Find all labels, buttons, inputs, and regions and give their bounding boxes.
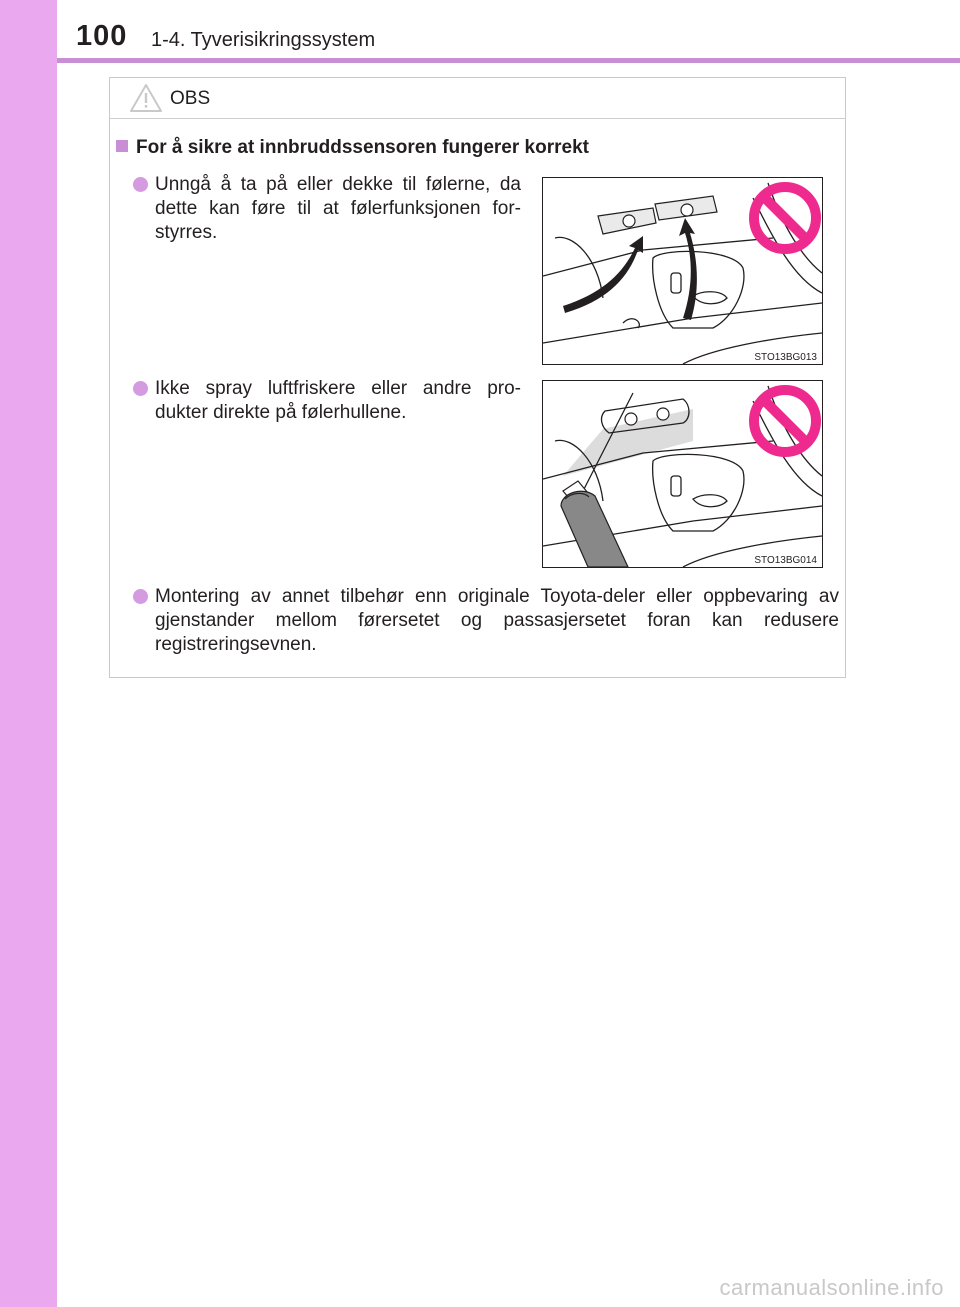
sensor-touch-illustration <box>542 177 823 365</box>
list-item-text: Unngå å ta på eller dekke til følerne, da dette kan føre til at følerfunksjonen for-styrres. <box>155 174 521 243</box>
illustration-code: STO13BG014 <box>754 555 817 566</box>
watermark: carmanualsonline.info <box>719 1275 944 1300</box>
page-number: 100 <box>76 20 128 52</box>
bullet-dot-icon <box>133 381 148 396</box>
bullet-dot-icon <box>133 177 148 192</box>
overhead-console-spray-drawing <box>543 381 822 567</box>
warning-triangle-icon <box>129 83 163 113</box>
list-item <box>155 585 839 657</box>
caution-label: OBS <box>170 88 211 109</box>
caution-box <box>109 77 846 678</box>
list-item <box>155 173 521 245</box>
caution-header <box>110 78 845 119</box>
illustration-code: STO13BG013 <box>754 352 817 363</box>
caution-subheading <box>116 137 589 159</box>
square-bullet-icon <box>116 140 128 152</box>
spray-illustration <box>542 380 823 568</box>
list-item <box>155 377 521 425</box>
list-item-text: Montering av annet tilbehør enn originale Toyota-deler eller oppbevaring av gjenstander mellom førersetet og passasjersetet foran kan redusere registreringsevnen. <box>155 586 839 655</box>
list-item-text: Ikke spray luftfriskere eller andre pro-dukter direkte på følerhullene. <box>155 378 521 423</box>
bullet-dot-icon <box>133 589 148 604</box>
side-tab-bar <box>0 0 57 1307</box>
section-title: 1-4. Tyverisikringssystem <box>151 29 376 51</box>
overhead-console-drawing <box>543 178 822 364</box>
header-rule <box>57 58 960 63</box>
caution-subheading-text: For å sikre at innbruddssensoren fungerer korrekt <box>136 137 589 158</box>
